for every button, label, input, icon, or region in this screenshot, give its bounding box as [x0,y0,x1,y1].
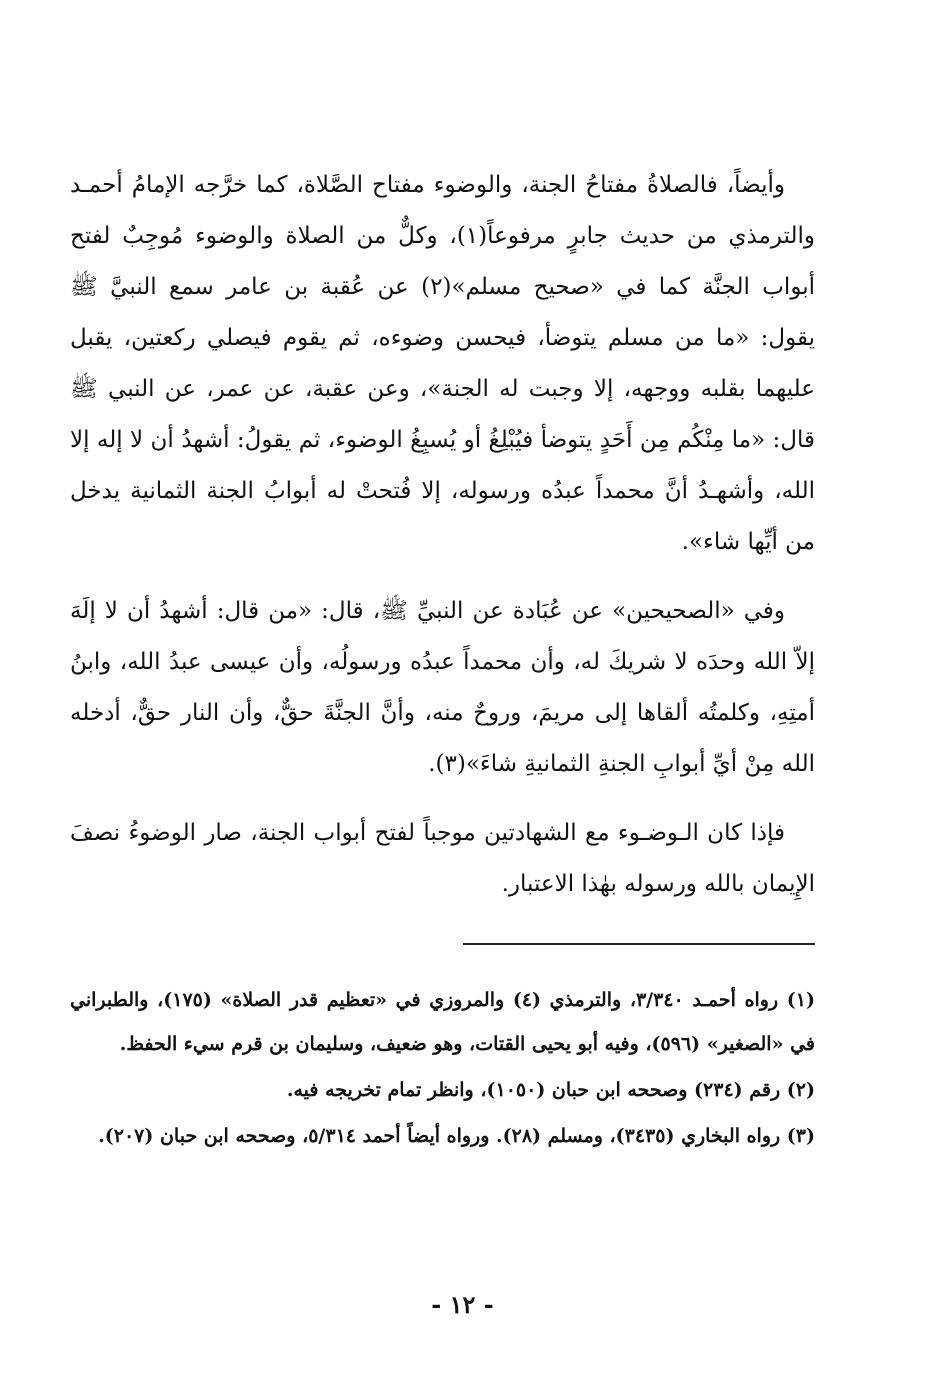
paragraph: وفي «الصحيحين» عن عُبَادة عن النبيِّ ﷺ، قال: «من قال: أشهدُ أن لا إلَهَ إلاّ الله وحدَه لا شريكَ له، وأن محمداً عبدُه ورسولُه، وأن عيسى عبدُ الله، وابنُ أمتِهِ، وكلمتُه ألقاها إلى مريمَ، وروحٌ منه، وأنَّ الجنَّةَ حقٌّ، وأن النار حقٌّ، أدخله الله مِنْ أيِّ أبوابِ الجنةِ الثمانيةِ شاءَ»(٣). [70,598,815,777]
footnotes [70,978,815,1160]
footnote-separator [463,943,815,945]
footnote: (٢) رقم (٢٣٤) وصححه ابن حبان (١٠٥٠)، وانظر تمام تخريجه فيه. [286,1079,815,1101]
main-text [70,160,815,928]
paragraph: فإذا كان الـوضـوء مع الشهادتين موجباً لفتح أبواب الجنة، صار الوضوءُ نصفَ الإِيمان بالله ورسوله بهٰذا الاعتبار. [70,820,815,897]
paragraph: وأيضاً، فالصلاةُ مفتاحُ الجنة، والوضوء مفتاح الصَّلاة، كما خرَّجه الإمامُ أحمـد والترمذي من حديث جابرٍ مرفوعاً(١)، وكلٌّ من الصلاة والوضوء مُوجِبٌ لفتح أبواب الجنَّة كما في «صحيح مسلم»(٢) عن عُقبة بن عامر سمع النبيَّ ﷺ يقول: «ما من مسلم يتوضأ، فيحسن وضوءه، ثم يقوم فيصلي ركعتين، يقبل عليهما بقلبه ووجهه، إلا وجبت له الجنة»، وعن عقبة، عن عمر، عن النبي ﷺ قال: «ما مِنْكُم مِن أَحَدٍ يتوضأ فيُبْلِغُ أو يُسبِغُ الوضوء، ثم يقولُ: أشهدُ أن لا إله إلا الله، وأشهـدُ أنَّ محمداً عبدُه ورسوله، إلا فُتحتْ له أبوابُ الجنة الثمانية يدخل من أيِّها شاء». [70,172,815,555]
footnote: (٣) رواه البخاري (٣٤٣٥)، ومسلم (٢٨). ورواه أيضاً أحمد ٥/٣١٤، وصححه ابن حبان (٢٠٧). [98,1125,815,1147]
footnote: (١) رواه أحمـد ٣/٣٤٠، والترمذي (٤) والمروزي في «تعظيم قدر الصلاة» (١٧٥)، والطبراني في «الصغير» (٥٩٦)، وفيه أبو يحيى القتات، وهو ضعيف، وسليمان بن قرم سيء الحفظ. [70,989,816,1055]
page-number: - ١٢ - [431,1290,494,1319]
